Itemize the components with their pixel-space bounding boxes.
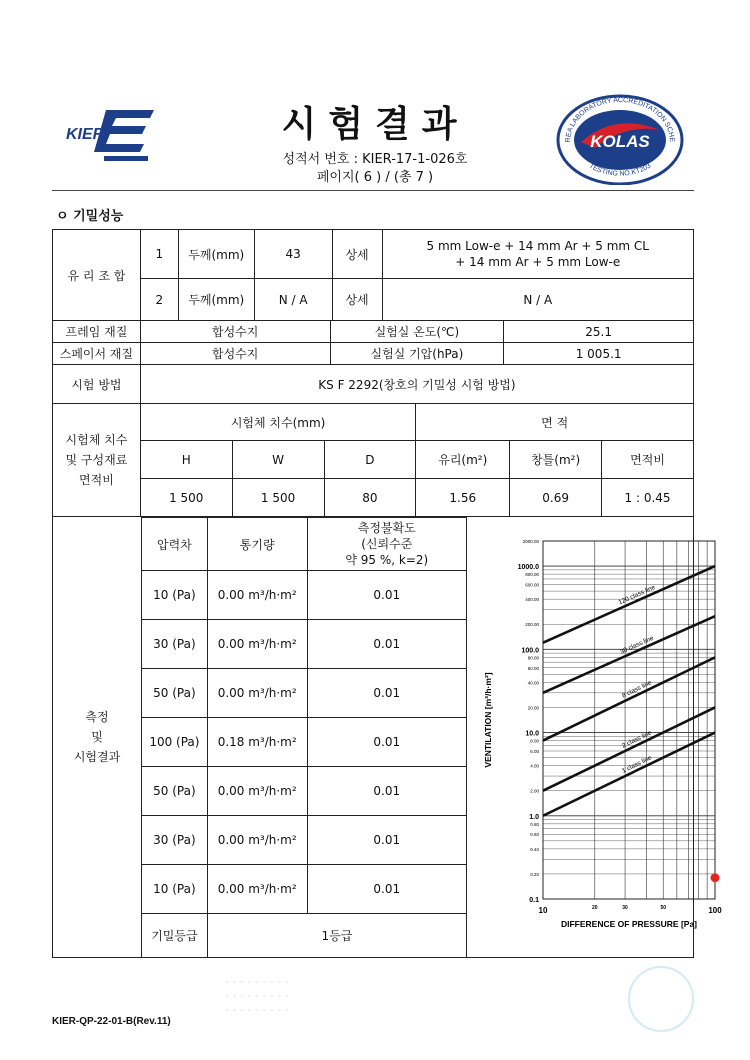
y-tick-label: 10.0 <box>525 730 539 738</box>
kolas-logo <box>545 90 695 185</box>
method-value: KS F 2292(창호의 기밀성 시험 방법) <box>140 365 693 404</box>
glass-1-no: 1 <box>140 230 178 279</box>
glass-2-detail-label: 상세 <box>332 279 382 321</box>
flow-header: 통기량 <box>207 518 307 571</box>
glass-area-value: 1.56 <box>416 479 510 517</box>
y-tick-label: 2000.00 <box>522 539 539 544</box>
y-tick-label: 8.00 <box>530 738 539 744</box>
frame-area-header: 창틀(m²) <box>510 441 602 479</box>
pressure-cell: 30 (Pa) <box>142 816 208 865</box>
glass-1-detail-label: 상세 <box>332 230 382 279</box>
specimen-h-value: 1 500 <box>140 479 232 517</box>
flow-cell: 0.18 m³/h·m² <box>207 718 307 767</box>
area-ratio-value: 1 : 0.45 <box>602 479 694 517</box>
table-row <box>142 620 467 669</box>
y-tick-label: 1.0 <box>529 813 539 821</box>
y-tick-label: 40.00 <box>527 680 539 686</box>
y-tick-label: 400.00 <box>525 597 539 603</box>
glass-2-detail: N / A <box>382 279 694 321</box>
pressure-header: 압력차 <box>142 518 208 571</box>
grade-value: 1등급 <box>207 914 466 958</box>
series-line-1 <box>543 616 715 693</box>
series-line-2 <box>543 657 715 740</box>
frame-label: 프레임 재질 <box>53 321 141 343</box>
y-tick-label: 0.20 <box>530 871 539 877</box>
y-tick-label: 100.0 <box>521 647 539 655</box>
pressure-cell: 100 (Pa) <box>142 718 208 767</box>
table-row <box>142 718 467 767</box>
kolas-ring-bottom: TESTING NO.KT203 <box>587 162 653 178</box>
flow-cell: 0.00 m³/h·m² <box>207 571 307 620</box>
pressure-cell: 50 (Pa) <box>142 669 208 718</box>
y-tick-label: 800.00 <box>525 572 539 578</box>
x-tick-label: 10 <box>538 906 548 915</box>
pressure-cell: 30 (Pa) <box>142 620 208 669</box>
spacer-value: 합성수지 <box>140 343 330 365</box>
pressure-cell: 50 (Pa) <box>142 767 208 816</box>
uncertainty-cell: 0.01 <box>307 620 466 669</box>
x-tick-label: 20 <box>591 905 598 911</box>
specimen-w-header: W <box>232 441 324 479</box>
flow-cell: 0.00 m³/h·m² <box>207 865 307 914</box>
y-tick-label: 80.00 <box>527 655 539 661</box>
y-tick-label: 60.00 <box>527 665 539 671</box>
specimen-d-value: 80 <box>324 479 416 517</box>
y-tick-label: 0.60 <box>530 832 539 838</box>
uncertainty-cell: 0.01 <box>307 669 466 718</box>
uncertainty-cell: 0.01 <box>307 571 466 620</box>
glass-1-detail: 5 mm Low-e + 14 mm Ar + 5 mm CL + 14 mm Ar + 5 mm Low-e <box>382 230 694 279</box>
lab-pressure-label: 실험실 기압(hPa) <box>330 343 504 365</box>
page-number: 페이지( 6 ) / (총 7 ) <box>316 170 434 185</box>
series-label-2: 8 class line <box>620 679 653 700</box>
lab-pressure-value: 1 005.1 <box>504 343 694 365</box>
page-title: 시험결과 <box>281 103 469 145</box>
specimen-h-header: H <box>140 441 232 479</box>
specimen-w-value: 1 500 <box>232 479 324 517</box>
table-row <box>142 669 467 718</box>
series-line-3 <box>543 707 715 790</box>
ventilation-chart <box>467 517 722 957</box>
header-divider <box>52 190 694 191</box>
y-tick-label: 2.00 <box>530 788 539 794</box>
y-tick-label: 0.1 <box>529 897 539 904</box>
specimen-size-label: 시험체 치수(mm) <box>140 404 416 441</box>
area-ratio-header: 면적비 <box>602 441 694 479</box>
certificate-number: 성적서 번호 : KIER-17-1-026호 <box>282 152 468 167</box>
results-table <box>141 517 467 958</box>
flow-cell: 0.00 m³/h·m² <box>207 620 307 669</box>
glass-2-thickness-label: 두께(mm) <box>178 279 254 321</box>
uncertainty-header: 측정불확도 (신뢰수준 약 95 %, k=2) <box>307 518 466 571</box>
kolas-logo-text: KOLAS <box>590 132 650 151</box>
series-label-3: 2 class line <box>620 729 653 750</box>
y-tick-label: 20.00 <box>527 705 539 711</box>
y-axis-label: VENTILATION [m³/h·m²] <box>483 672 493 768</box>
flow-cell: 0.00 m³/h·m² <box>207 816 307 865</box>
x-tick-label: 30 <box>622 905 628 911</box>
results-label: 측정 및 시험결과 <box>73 710 121 764</box>
series-line-0 <box>543 566 715 643</box>
flow-cell: 0.00 m³/h·m² <box>207 767 307 816</box>
method-label: 시험 방법 <box>53 365 141 404</box>
glass-1-thickness: 43 <box>254 230 332 279</box>
specimen-d-header: D <box>324 441 416 479</box>
pressure-cell: 10 (Pa) <box>142 865 208 914</box>
uncertainty-cell: 0.01 <box>307 865 466 914</box>
frame-area-value: 0.69 <box>510 479 602 517</box>
table-row <box>142 816 467 865</box>
y-tick-label: 0.80 <box>530 821 539 827</box>
frame-value: 합성수지 <box>140 321 330 343</box>
uncertainty-cell: 0.01 <box>307 767 466 816</box>
results-block <box>52 516 722 958</box>
y-tick-label: 200.00 <box>525 622 539 628</box>
table-row <box>142 865 467 914</box>
glass-label: 유 리 조 합 <box>53 230 141 321</box>
y-tick-label: 4.00 <box>530 763 539 769</box>
pressure-cell: 10 (Pa) <box>142 571 208 620</box>
glass-area-header: 유리(m²) <box>416 441 510 479</box>
x-tick-label: 100 <box>708 906 722 915</box>
y-tick-label: 600.00 <box>525 582 539 588</box>
x-tick-label: 50 <box>660 905 667 911</box>
series-label-4: 1 class line <box>620 754 653 775</box>
test-result-table <box>52 229 694 321</box>
glass-2-thickness: N / A <box>254 279 332 321</box>
uncertainty-cell: 0.01 <box>307 718 466 767</box>
spacer-label: 스페이서 재질 <box>53 343 141 365</box>
lab-temp-value: 25.1 <box>504 321 694 343</box>
specimen-table <box>52 403 694 517</box>
footer-code: KIER-QP-22-01-B(Rev.11) <box>52 1016 171 1027</box>
series-label-0: 120 class line <box>617 583 657 607</box>
y-tick-label: 0.40 <box>530 846 539 852</box>
kier-logo-text: KIER <box>66 126 105 143</box>
flow-cell: 0.00 m³/h·m² <box>207 669 307 718</box>
specimen-label: 시험체 치수 및 구성재료 면적비 <box>53 404 141 517</box>
table-row <box>142 571 467 620</box>
glass-2-no: 2 <box>140 279 178 321</box>
y-tick-label: 6.00 <box>530 748 539 754</box>
lab-temp-label: 실험실 온도(℃) <box>330 321 504 343</box>
faint-watermark: - - - - - - - - - - - - - - - - - - - - - - - - - - - <box>225 975 289 1016</box>
series-label-1: 30 class line <box>619 634 655 656</box>
specimen-area-label: 면 적 <box>416 404 694 441</box>
table-row <box>142 767 467 816</box>
measured-point <box>711 873 720 882</box>
seal-stamp <box>628 966 694 1032</box>
grade-label: 기밀등급 <box>142 914 208 958</box>
uncertainty-cell: 0.01 <box>307 816 466 865</box>
material-table <box>52 320 694 404</box>
y-tick-label: 1000.0 <box>517 564 539 572</box>
x-axis-label: DIFFERENCE OF PRESSURE [Pa] <box>560 919 698 929</box>
kolas-ring-top: REA LABORATORY ACCREDITATION SCHE <box>564 96 676 143</box>
section-title: ㅇ 기밀성능 <box>56 209 124 224</box>
glass-1-thickness-label: 두께(mm) <box>178 230 254 279</box>
